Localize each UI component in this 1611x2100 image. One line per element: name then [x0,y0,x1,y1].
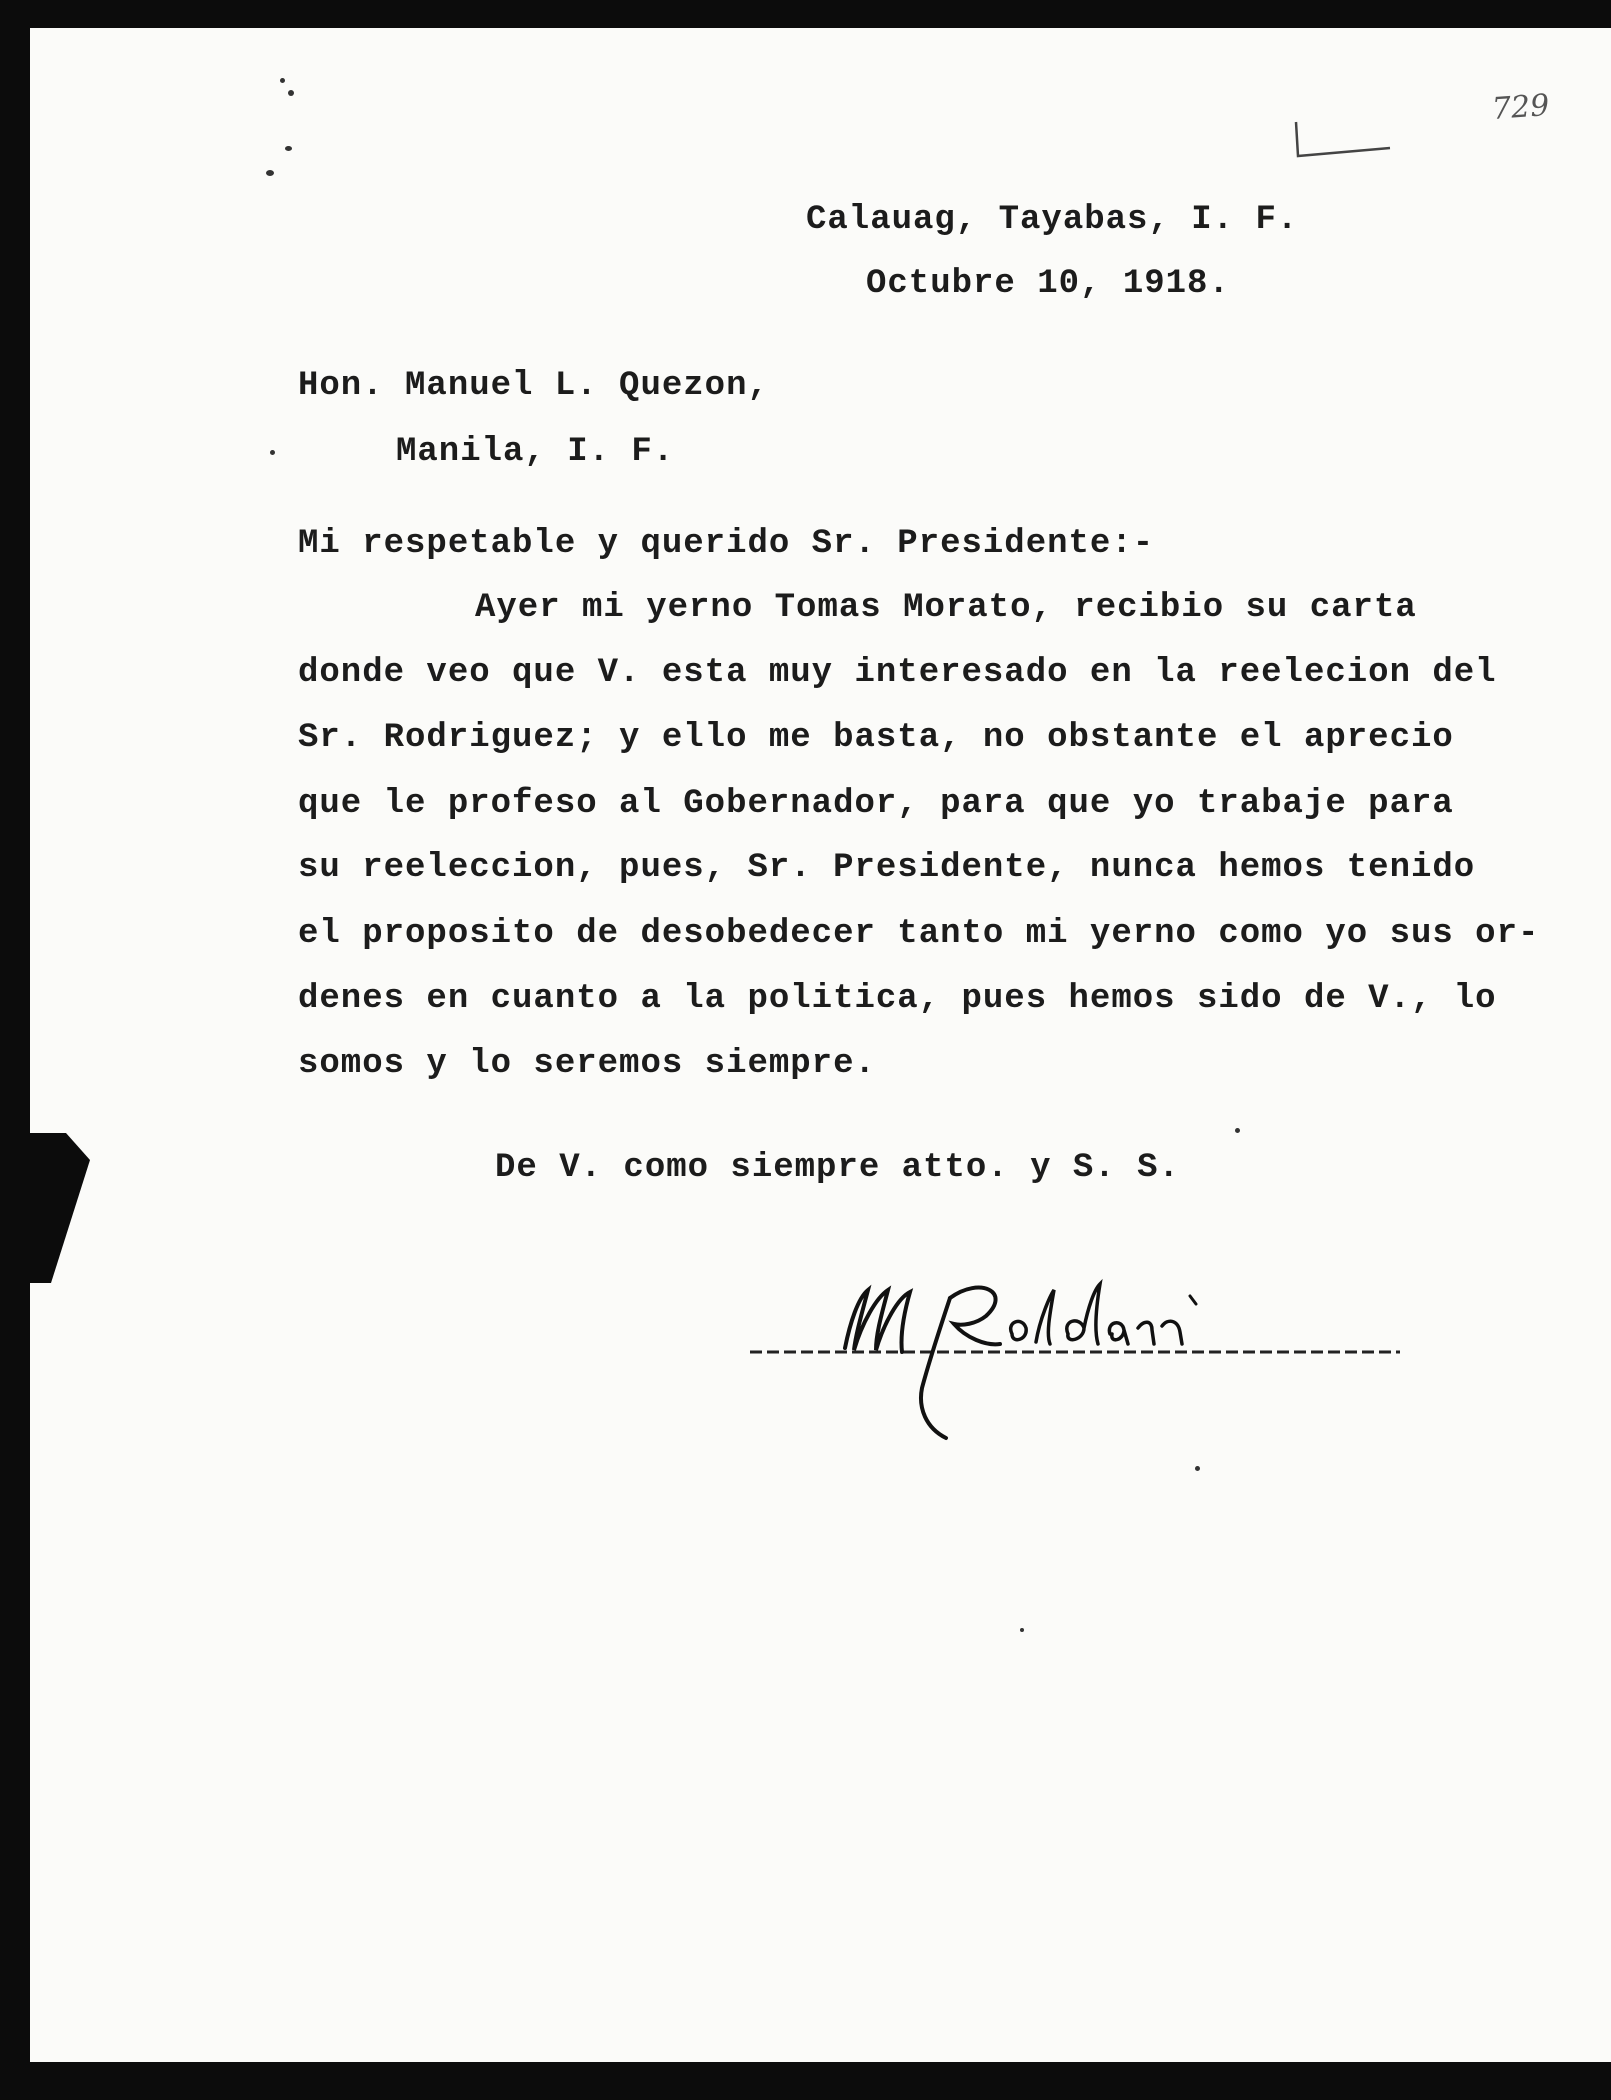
scan-speck [1020,1628,1024,1632]
body-line: somos y lo seremos siempre. [298,1045,876,1083]
body-line: su reeleccion, pues, Sr. Presidente, nunca hemos tenido [298,849,1476,887]
recipient-name: Hon. Manuel L. Quezon, [298,367,769,405]
closing-line: De V. como siempre atto. y S. S. [495,1149,1180,1187]
body-line: Sr. Rodriguez; y ello me basta, no obstante el aprecio [298,719,1454,757]
letter-page [30,28,1611,2062]
salutation: Mi respetable y querido Sr. Presidente:- [298,525,1155,563]
scan-speck [288,90,294,96]
letter-place: Calauag, Tayabas, I. F. [806,201,1299,239]
archive-number: 729 [1490,88,1551,127]
pencil-check-mark [1290,118,1400,168]
scan-speck [280,78,285,83]
signature [750,1268,1410,1458]
body-line: el proposito de desobedecer tanto mi yerno como yo sus or- [298,915,1540,953]
recipient-city: Manila, I. F. [396,433,675,471]
scan-speck [1195,1466,1200,1471]
scan-speck [285,146,292,151]
body-line: denes en cuanto a la politica, pues hemos sido de V., lo [298,980,1497,1018]
body-line: Ayer mi yerno Tomas Morato, recibio su carta [475,589,1417,627]
torn-edge [30,1133,90,1283]
scan-speck [266,170,274,176]
body-line: que le profeso al Gobernador, para que yo trabaje para [298,785,1454,823]
letter-date: Octubre 10, 1918. [866,265,1230,303]
scan-speck [1235,1128,1240,1133]
signature-drawing [750,1268,1410,1458]
scan-speck [270,450,275,455]
body-line: donde veo que V. esta muy interesado en la reelecion del [298,654,1497,692]
